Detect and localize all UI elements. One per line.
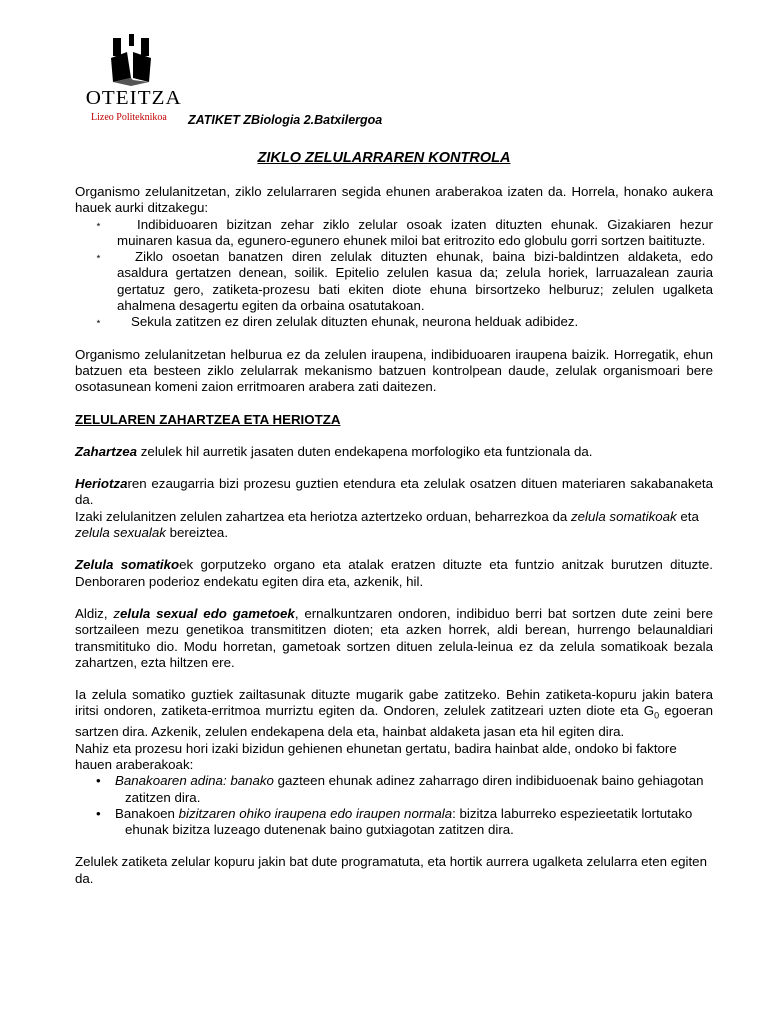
paragraph-nahiz: Nahiz eta prozesu hori izaki bizidun gehienen ehunetan gertatu, badira hainbat alde, ondoko bi faktore hauen araberakoak: [75,740,677,772]
list-item-text: Banakoen bizitzaren ohiko iraupena edo iraupen normala: bizitza laburreko espezieetatik lortutako ehunak bizitza luzeago dutenenak baino gutxiagotan zatitzen dira. [115,805,693,838]
list-item-text: Banakoaren adina: banako gazteen ehunak adinez zaharrago diren indibiduoenak baino gehiagotan zatitzen dira. [115,773,704,805]
list-item [75,314,713,330]
list-item-text: Sekula zatitzen ez diren zelulak dituzten ehunak, neurona helduak adibidez. [131,314,579,330]
list-item [75,249,713,314]
list-item [75,217,713,250]
term-zahartzea: Zahartzea [75,443,138,459]
course-header: ZATIKET ZBiologia 2.Batxilergoa [188,113,383,127]
term-zelula-sexual: elula sexual edo gametoek [119,605,295,621]
list-item-text: Ziklo osoetan banatzen diren zelulak dituzten ehunak, baina bizi-baldintzen aldaketa, edo asaldura gertatzen denean, soilik. Epitelio zelulen kasua da; zelula horiek, larruazalean zauria gertatuz gero, zatiketa-prozesu bati ekiten diote ehuna birsortzeko helburuz; zelulen ugalketa ahalmena desagertu egiten da orbaina osatutakoan. [117,249,713,314]
term-zelula-somatiko: Zelula somatiko [75,557,180,573]
document-body [75,184,713,887]
bullet-dot-icon: • [96,805,101,821]
section-heading: ZELULAREN ZAHARTZEA ETA HERIOTZA [75,411,341,427]
paragraph-final: Zelulek zatiketa zelular kopuru jakin bat dute programatuta, eta hortik aurrera ugalketa zelularra eten egiten da. [75,854,707,886]
paragraph-aldiz: Aldiz, zelula sexual edo gametoek, ernalkuntzaren ondoren, indibiduo berri bat sortzen dute zeini bere sortzaileen mezu genetikoa transmititzen dioten; eta azken horrek, aldi berean, hurrengo belaunaldiari transmitituko dio. Modu horretan, gametoak sortzen dituen zelula-leinua ez da zelula somatikoak bezala zahartzen, ezta hiltzen ere. [75,605,713,670]
document-title: ZIKLO ZELULARRAREN KONTROLA [257,150,511,166]
oteitza-logo [83,32,189,128]
paragraph-zahartzea: Zahartzea zelulek hil aurretik jasaten duten endekapena morfologiko eta funtzionala da. [75,443,593,459]
logo-subtitle: Lizeo Politeknikoa [91,112,167,123]
paragraph-ia: Ia zelula somatiko guztiek zailtasunak dituzte mugarik gabe zatitzeko. Behin zatiketa-kopuru jakin batera iritsi ondoren, zatiketa-erritmoa murriztu egiten da. Ondoren, zelulek zatitzeari uzten diote eta $G_0$ egoeran sartzen dira. Azkenik, zelulen endekapena dela eta, hainbat aldaketa jasan eta hil egiten dira. [75,687,714,740]
bullet-star-icon: ⋆ [95,218,102,231]
list-item [75,806,713,839]
intro-paragraph: Organismo zelulanitzetan, ziklo zelularraren segida ehunen araberakoa izaten da. Horrela, honako aukera hauek aurki ditzakegu: [75,184,713,216]
term-heriotza: Heriotza [75,476,128,492]
paragraph-heriotza: Heriotzaren ezaugarria bizi prozesu guztien etendura eta zelulak osatzen dituen materiaren sakabanaketa da. [75,476,713,508]
bullet-star-icon: ⋆ [95,316,102,329]
paragraph-somatiko: Zelula somatikoek gorputzeko organo eta atalak eratzen dituzte eta funtzio anitzak burutzen dituzte. Denboraren poderioz endekatu egiten dira eta, azkenik, hil. [75,557,713,589]
list-item-text: Indibiduoaren bizitzan zehar ziklo zelular osoak izaten dituzten ehunak. Gizakiaren hezur muinaren kasua da, egunero-egunero ehunek miloi bat eritrozito edo globulu gorri sortzen baitituzte. [117,216,713,248]
bullet-dot-icon: • [96,773,101,789]
bullet-star-icon: ⋆ [95,251,102,264]
paragraph-helburua: Organismo zelulanitzetan helburua ez da zelulen iraupena, indibiduoaren iraupena baizik. Horregatik, ehun batzuen eta besteen ziklo zelularrak mekanismo batzuen kontrolpean daude, zelulak organismoari bere osotasunean komeni zaion erritmoaren arabera zati daitezen. [75,346,713,395]
paragraph-aztertzeko: Izaki zelulanitzen zelulen zahartzea eta heriotza aztertzeko orduan, beharrezkoa da zelula somatikoak eta zelula sexualak bereiztea. [75,508,699,541]
logo-name: OTEITZA [85,87,182,109]
list-item [75,773,713,806]
